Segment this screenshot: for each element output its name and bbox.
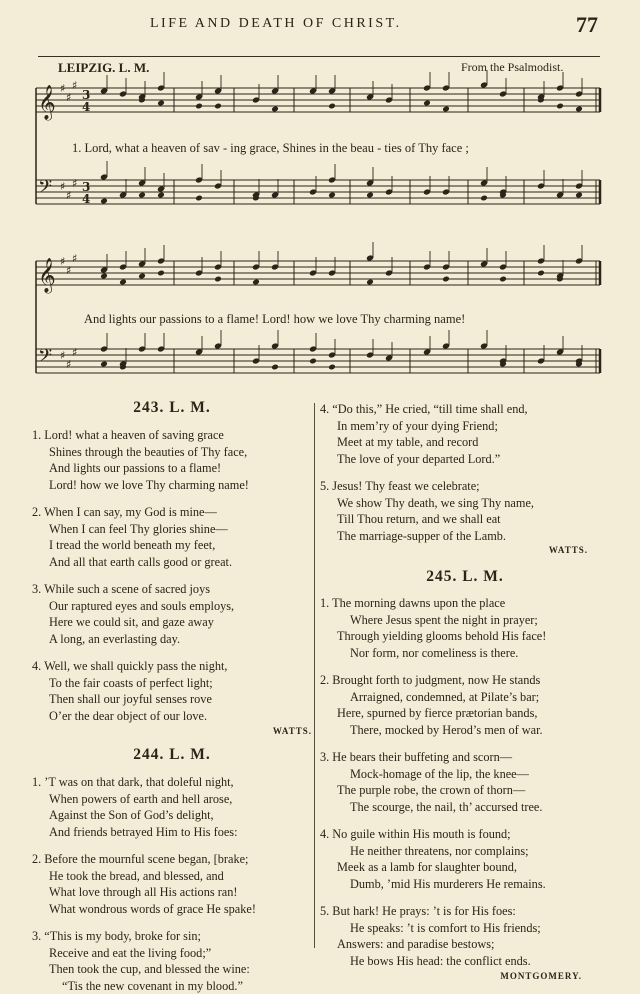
note-head xyxy=(157,192,165,199)
stanza-line: He took the bread, and blessed, and xyxy=(32,868,312,885)
sharp-icon: ♯ xyxy=(72,252,77,265)
note-head xyxy=(556,103,564,110)
note-head xyxy=(442,106,450,113)
note-head xyxy=(157,100,165,107)
note-head xyxy=(442,276,450,283)
note-head xyxy=(214,103,222,110)
header-rule xyxy=(38,56,600,57)
hymn-245-author: MONTGOMERY. xyxy=(320,971,610,981)
note-head xyxy=(499,276,507,283)
stanza-line: 1. Lord! what a heaven of saving grace xyxy=(32,427,312,444)
hymn-245-stanza-4 xyxy=(320,826,610,892)
hymn-244-part-1 xyxy=(32,774,312,994)
note-head xyxy=(575,192,583,199)
stanza-line: Lord! how we love Thy charming name! xyxy=(32,477,312,494)
hymn-244-stanza-5 xyxy=(320,478,610,544)
sharp-icon: ♯ xyxy=(66,189,71,202)
stanza-line: A long, an everlasting day. xyxy=(32,631,312,648)
stanza-line: Meet at my table, and record xyxy=(320,434,610,451)
stanza-line: 2. Before the mournful scene began, [brake; xyxy=(32,851,312,868)
time-signature-top: 3 xyxy=(82,180,90,194)
treble-clef-icon: 𝄞 xyxy=(38,85,56,121)
sharp-icon: ♯ xyxy=(66,264,71,277)
stanza-line: Shines through the beauties of Thy face, xyxy=(32,444,312,461)
stanza-line: What love through all His actions ran! xyxy=(32,884,312,901)
note-head xyxy=(366,279,374,286)
tune-lyric-line-2: And lights our passions to a flame! Lord! how we love Thy charming name! xyxy=(84,312,624,327)
note-head xyxy=(537,270,545,277)
right-column xyxy=(320,395,610,981)
note-head xyxy=(100,273,108,280)
stanza-line: 5. But hark! He prays: ’t is for His foes: xyxy=(320,903,610,920)
bass-clef-icon: 𝄢 xyxy=(38,346,52,371)
hymn-245-stanza-1 xyxy=(320,595,610,661)
stanza-line: 4. “Do this,” He cried, “till time shall end, xyxy=(320,401,610,418)
stanza-line: When I can feel Thy glories shine— xyxy=(32,521,312,538)
note-head xyxy=(328,364,336,371)
stanza-line: O’er the dear object of our love. xyxy=(32,708,312,725)
stanza-line: Then shall our joyful senses rove xyxy=(32,691,312,708)
hymn-244-heading: 244. L. M. xyxy=(32,746,312,764)
note-head xyxy=(575,106,583,113)
treble-clef-icon: 𝄞 xyxy=(38,258,56,294)
stanza-line: 1. The morning dawns upon the place xyxy=(320,595,610,612)
note-head xyxy=(252,279,260,286)
stanza-line: And all that earth calls good or great. xyxy=(32,554,312,571)
running-title: LIFE AND DEATH OF CHRIST. xyxy=(150,16,402,32)
hymn-243-stanza-2 xyxy=(32,504,312,570)
sharp-icon: ♯ xyxy=(60,180,65,193)
note-head xyxy=(157,270,165,277)
note-head xyxy=(138,273,146,280)
stanza-line: We show Thy death, we sing Thy name, xyxy=(320,495,610,512)
stanza-line: 4. No guile within His mouth is found; xyxy=(320,826,610,843)
stanza-line: What wondrous words of grace He spake! xyxy=(32,901,312,918)
hymn-244-stanza-3 xyxy=(32,928,312,994)
stanza-line: 3. While such a scene of sacred joys xyxy=(32,581,312,598)
stanza-line: 3. “This is my body, broke for sin; xyxy=(32,928,312,945)
hymn-243 xyxy=(32,427,312,736)
hymn-245-heading: 245. L. M. xyxy=(320,568,610,586)
stanza-line: When powers of earth and hell arose, xyxy=(32,791,312,808)
hymn-243-heading: 243. L. M. xyxy=(32,399,312,417)
bass-clef-icon: 𝄢 xyxy=(38,177,52,202)
stanza-line: Here we could sit, and gaze away xyxy=(32,614,312,631)
stanza-line: Till Thou return, and we shall eat xyxy=(320,511,610,528)
hymn-244-author: WATTS. xyxy=(320,545,610,555)
hymn-243-stanza-3 xyxy=(32,581,312,647)
time-signature-bottom: 4 xyxy=(82,100,90,114)
stanza-line: Answers: and paradise bestows; xyxy=(320,936,610,953)
hymn-244-stanza-4 xyxy=(320,401,610,467)
stanza-line: I tread the world beneath my feet, xyxy=(32,537,312,554)
stanza-line: 5. Jesus! Thy feast we celebrate; xyxy=(320,478,610,495)
hymn-columns xyxy=(0,395,640,981)
sharp-icon: ♯ xyxy=(66,358,71,371)
note-head xyxy=(119,279,127,286)
stanza-line: Receive and eat the living food;” xyxy=(32,945,312,962)
note-head xyxy=(195,103,203,110)
hymn-245 xyxy=(320,595,610,981)
note-head xyxy=(366,192,374,199)
stanza-line: “Tis the new covenant in my blood.” xyxy=(32,978,312,994)
stanza-line: In mem’ry of your dying Friend; xyxy=(320,418,610,435)
tune-lyric-line-1: 1. Lord, what a heaven of sav - ing grace, Shines in the beau - ties of Thy face ; xyxy=(72,141,612,156)
stanza-line: And friends betrayed Him to His foes: xyxy=(32,824,312,841)
stanza-line: 4. Well, we shall quickly pass the night, xyxy=(32,658,312,675)
sharp-icon: ♯ xyxy=(60,82,65,95)
hymn-243-stanza-4 xyxy=(32,658,312,724)
stanza-line: He neither threatens, nor complains; xyxy=(320,843,610,860)
sharp-icon: ♯ xyxy=(72,177,77,190)
stanza-line: He bows His head: the conflict ends. xyxy=(320,953,610,970)
stanza-line: There, mocked by Herod’s men of war. xyxy=(320,722,610,739)
stanza-line: Dumb, ’mid His murderers He remains. xyxy=(320,876,610,893)
page-header xyxy=(0,12,640,42)
sharp-icon: ♯ xyxy=(60,349,65,362)
stanza-line: The purple robe, the crown of thorn— xyxy=(320,782,610,799)
note-head xyxy=(100,198,108,205)
stanza-line: The marriage-supper of the Lamb. xyxy=(320,528,610,545)
tune-name: LEIPZIG. L. M. xyxy=(58,60,149,76)
note-head xyxy=(271,364,279,371)
note-head xyxy=(271,106,279,113)
note-head xyxy=(328,192,336,199)
note-head xyxy=(328,103,336,110)
sharp-icon: ♯ xyxy=(72,346,77,359)
column-divider xyxy=(314,403,315,948)
page-number: 77 xyxy=(576,12,598,38)
left-column xyxy=(32,395,312,994)
sharp-icon: ♯ xyxy=(72,79,77,92)
tune-source: From the Psalmodist. xyxy=(461,60,563,75)
hymn-244-stanza-2 xyxy=(32,851,312,917)
stanza-line: Then took the cup, and blessed the wine: xyxy=(32,961,312,978)
stanza-line: And lights our passions to a flame! xyxy=(32,460,312,477)
time-signature-top: 3 xyxy=(82,88,90,102)
stanza-line: 3. He bears their buffeting and scorn— xyxy=(320,749,610,766)
sharp-icon: ♯ xyxy=(60,255,65,268)
stanza-line: Where Jesus spent the night in prayer; xyxy=(320,612,610,629)
hymn-245-stanza-2 xyxy=(320,672,610,738)
hymn-244-stanza-1 xyxy=(32,774,312,840)
time-signature-bottom: 4 xyxy=(82,192,90,206)
stanza-line: Nor form, nor comeliness is there. xyxy=(320,645,610,662)
stanza-line: To the fair coasts of perfect light; xyxy=(32,675,312,692)
stanza-line: The love of your departed Lord.” xyxy=(320,451,610,468)
stanza-line: Arraigned, condemned, at Pilate’s bar; xyxy=(320,689,610,706)
stanza-line: Our raptured eyes and souls employs, xyxy=(32,598,312,615)
hymn-245-stanza-5 xyxy=(320,903,610,969)
stanza-line: Through yielding glooms behold His face! xyxy=(320,628,610,645)
stanza-line: 2. When I can say, my God is mine— xyxy=(32,504,312,521)
note-head xyxy=(138,192,146,199)
stanza-line: Mock-homage of the lip, the knee— xyxy=(320,766,610,783)
note-head xyxy=(100,361,108,368)
stanza-line: Meek as a lamb for slaughter bound, xyxy=(320,859,610,876)
stanza-line: He speaks: ’t is comfort to His friends; xyxy=(320,920,610,937)
hymn-245-stanza-3 xyxy=(320,749,610,815)
note-head xyxy=(309,358,317,365)
stanza-line: Here, spurned by fierce prætorian bands, xyxy=(320,705,610,722)
stanza-line: 1. ’T was on that dark, that doleful night, xyxy=(32,774,312,791)
note-head xyxy=(214,276,222,283)
note-head xyxy=(480,195,488,202)
note-head xyxy=(195,195,203,202)
stanza-line: 2. Brought forth to judgment, now He stands xyxy=(320,672,610,689)
hymn-243-stanza-1 xyxy=(32,427,312,493)
sharp-icon: ♯ xyxy=(66,91,71,104)
stanza-line: The scourge, the nail, th’ accursed tree. xyxy=(320,799,610,816)
note-head xyxy=(423,100,431,107)
stanza-line: Against the Son of God’s delight, xyxy=(32,807,312,824)
hymn-243-author: WATTS. xyxy=(32,726,312,736)
hymn-244-part-2 xyxy=(320,401,610,555)
